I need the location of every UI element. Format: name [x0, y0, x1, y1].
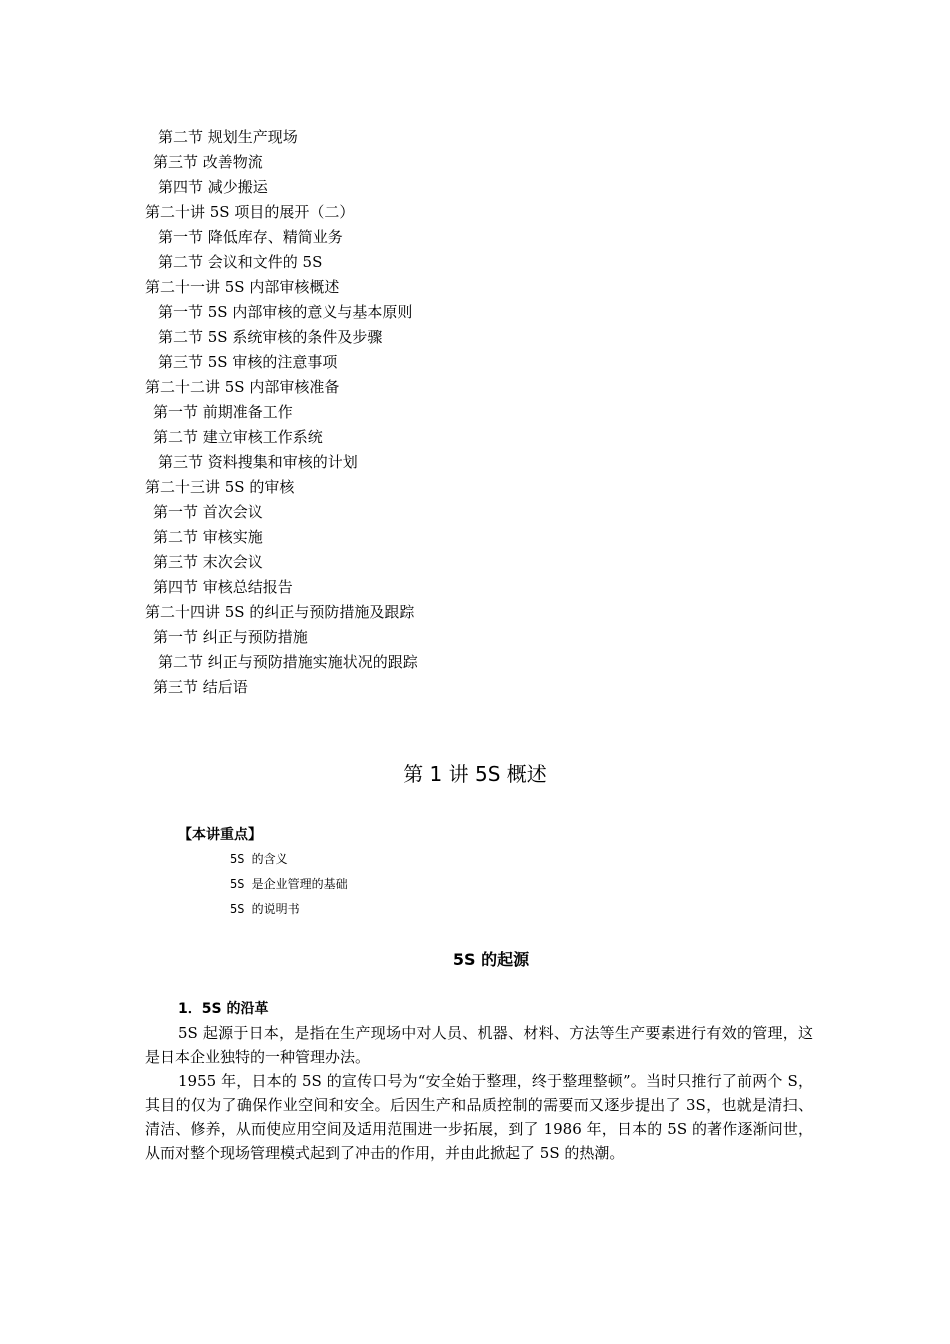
toc-entry: 第二节 规划生产现场 — [158, 128, 298, 146]
toc-entry: 第三节 改善物流 — [153, 153, 263, 171]
toc-entry: 第一节 首次会议 — [153, 503, 263, 521]
section-title: 5S 的起源 — [452, 950, 530, 969]
toc-lecture-entry: 第二十讲 5S 项目的展开（二） — [145, 203, 355, 221]
toc-lecture-entry: 第二十三讲 5S 的审核 — [145, 478, 295, 496]
toc-entry: 第四节 审核总结报告 — [153, 578, 293, 596]
toc-lecture-entry: 第二十二讲 5S 内部审核准备 — [145, 378, 340, 396]
key-point-item: 5S 的含义 — [230, 852, 288, 866]
body-text — [145, 1021, 813, 1165]
toc-entry: 第一节 前期准备工作 — [153, 403, 293, 421]
toc-entry: 第三节 结后语 — [153, 678, 248, 696]
key-points-heading: 【本讲重点】 — [178, 827, 262, 843]
toc-entry: 第二节 纠正与预防措施实施状况的跟踪 — [158, 653, 418, 671]
key-point-item: 5S 是企业管理的基础 — [230, 877, 348, 891]
toc-entry: 第四节 减少搬运 — [158, 178, 268, 196]
toc-entry: 第二节 5S 系统审核的条件及步骤 — [158, 328, 383, 346]
key-point-item: 5S 的说明书 — [230, 902, 300, 916]
toc-entry: 第二节 会议和文件的 5S — [158, 253, 323, 271]
toc-entry: 第一节 降低库存、精简业务 — [158, 228, 343, 246]
lecture-title: 第 1 讲 5S 概述 — [403, 762, 547, 786]
toc-entry: 第一节 5S 内部审核的意义与基本原则 — [158, 303, 413, 321]
toc-entry: 第二节 建立审核工作系统 — [153, 428, 323, 446]
toc-entry: 第二节 审核实施 — [153, 528, 263, 546]
toc-entry: 第一节 纠正与预防措施 — [153, 628, 308, 646]
paragraph: 1955 年，日本的 5S 的宣传口号为“安全始于整理，终于整理整顿”。当时只推行了前两个 S，其目的仅为了确保作业空间和安全。后因生产和品质控制的需要而又逐步提出了 3S，也就是清扫、清洁、修养，从而使应用空间及适用范围进一步拓展，到了 1986 年，日本的 5S 的著作逐渐问世，从而对整个现场管理模式起到了冲击的作用，并由此掀起了 5S 的热潮。 — [145, 1072, 813, 1162]
toc-entry: 第三节 资料搜集和审核的计划 — [158, 453, 358, 471]
toc-lecture-entry: 第二十四讲 5S 的纠正与预防措施及跟踪 — [145, 603, 415, 621]
toc-lecture-entry: 第二十一讲 5S 内部审核概述 — [145, 278, 340, 296]
subsection-title: 1．5S 的沿革 — [178, 1001, 269, 1017]
toc-entry: 第三节 5S 审核的注意事项 — [158, 353, 338, 371]
paragraph: 5S 起源于日本，是指在生产现场中对人员、机器、材料、方法等生产要素进行有效的管理，这是日本企业独特的一种管理办法。 — [145, 1024, 813, 1066]
toc-entry: 第三节 末次会议 — [153, 553, 263, 571]
